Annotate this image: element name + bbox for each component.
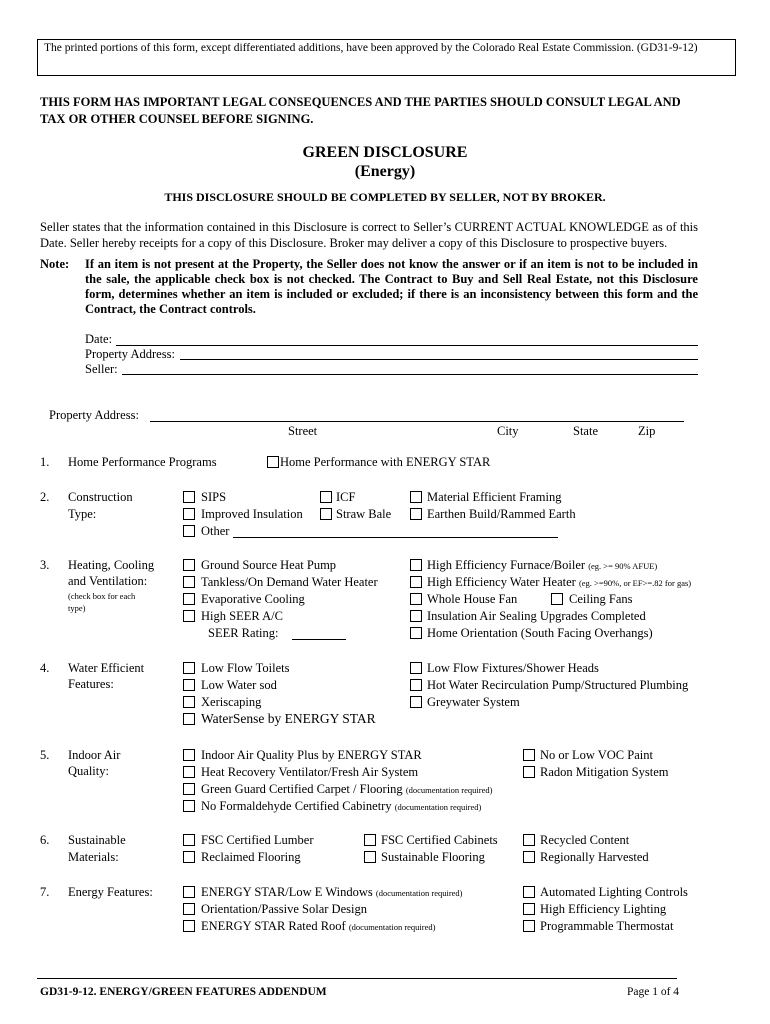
checkbox-low-flow-fixtures[interactable] xyxy=(410,662,422,674)
section-label: Sustainable xyxy=(68,833,126,847)
formaldehyde-note: (documentation required) xyxy=(394,802,482,812)
option-label xyxy=(427,575,691,590)
roof-note: (documentation required) xyxy=(348,922,436,932)
section-label: Type: xyxy=(68,507,97,521)
checkbox-efficient-water-heater[interactable] xyxy=(410,576,422,588)
checkbox-heat-recovery[interactable] xyxy=(183,766,195,778)
furnace-label: High Efficiency Furnace/Boiler xyxy=(427,558,586,572)
option-label: Insulation Air Sealing Upgrades Completed xyxy=(427,609,646,623)
option-label: Straw Bale xyxy=(336,507,392,521)
option-label xyxy=(427,558,657,573)
address-block-label: Property Address: xyxy=(49,408,139,422)
checkbox-regionally-harvested[interactable] xyxy=(523,851,535,863)
section-number: 4. xyxy=(40,661,50,675)
checkbox-xeriscaping[interactable] xyxy=(183,696,195,708)
option-label: Xeriscaping xyxy=(201,695,262,709)
section-label: Construction xyxy=(68,490,133,504)
page-subtitle: (Energy) xyxy=(354,163,416,180)
seller-statement: Seller states that the information contained in this Disclosure is correct to Seller’s CURRENT ACTUAL KNOWLEDGE as of this Date. Seller hereby receipts for a copy of this Disclosure. Broker may deliver a copy of this Disclosure to prospective buyers. xyxy=(40,220,698,250)
carpet-note: (documentation required) xyxy=(405,785,493,795)
option-label: WaterSense by ENERGY STAR xyxy=(201,711,376,726)
section-label: Water Efficient xyxy=(68,661,145,675)
approval-note: The printed portions of this form, except differentiated additions, have been approved by the Colorado Real Estate Commission. (GD31-9-12) xyxy=(44,42,698,54)
option-label xyxy=(201,885,463,900)
checkbox-low-e-windows[interactable] xyxy=(183,886,195,898)
checkbox-high-seer[interactable] xyxy=(183,610,195,622)
section-hint: type) xyxy=(68,603,86,613)
checkbox-low-water-sod[interactable] xyxy=(183,679,195,691)
furnace-note: (eg. >= 90% AFUE) xyxy=(588,561,658,571)
seller-label: Seller: xyxy=(85,362,118,376)
option-label: No or Low VOC Paint xyxy=(540,748,653,762)
checkbox-improved-insulation[interactable] xyxy=(183,508,195,520)
windows-note: (documentation required) xyxy=(375,888,463,898)
checkbox-sips[interactable] xyxy=(183,491,195,503)
checkbox-home-orientation[interactable] xyxy=(410,627,422,639)
checkbox-recycled-content[interactable] xyxy=(523,834,535,846)
checkbox-low-voc[interactable] xyxy=(523,749,535,761)
section-label: Energy Features: xyxy=(68,885,153,899)
option-label: Greywater System xyxy=(427,695,520,709)
checkbox-sustainable-flooring[interactable] xyxy=(364,851,376,863)
option-label: Home Orientation (South Facing Overhangs) xyxy=(427,626,653,640)
option-label: Regionally Harvested xyxy=(540,850,649,864)
checkbox-indoor-air-plus[interactable] xyxy=(183,749,195,761)
section-hint: (check box for each xyxy=(68,591,136,601)
checkbox-radon[interactable] xyxy=(523,766,535,778)
option-label xyxy=(201,919,435,934)
checkbox-passive-solar[interactable] xyxy=(183,903,195,915)
water-heater-label: High Efficiency Water Heater xyxy=(427,575,576,589)
checkbox-icf[interactable] xyxy=(320,491,332,503)
option-label: Heat Recovery Ventilator/Fresh Air System xyxy=(201,765,419,779)
state-caption: State xyxy=(573,424,598,438)
date-field[interactable] xyxy=(116,345,698,346)
option-label: Low Water sod xyxy=(201,678,277,692)
note-text: If an item is not present at the Property, the Seller does not know the answer or if an item is not to be included in the sale, the applicable check box is not checked. The Contract to Buy and Sell Real Estate, not this Disclosure form, determines whether an item is included or excluded; if there is an inconsistency between this form and the Contract, the Contract controls. xyxy=(85,257,698,316)
checkbox-hot-water-recirc[interactable] xyxy=(410,679,422,691)
formaldehyde-label: No Formaldehyde Certified Cabinetry xyxy=(201,799,392,813)
property-address-label: Property Address: xyxy=(85,347,175,361)
checkbox-other[interactable] xyxy=(183,525,195,537)
seller-field[interactable] xyxy=(122,374,698,375)
option-label: Recycled Content xyxy=(540,833,630,847)
checkbox-efficient-furnace[interactable] xyxy=(410,559,422,571)
option-label xyxy=(201,782,492,797)
option-label: High Efficiency Lighting xyxy=(540,902,667,916)
other-field[interactable] xyxy=(233,537,558,538)
checkbox-lighting-controls[interactable] xyxy=(523,886,535,898)
option-label: Automated Lighting Controls xyxy=(540,885,688,899)
checkbox-watersense[interactable] xyxy=(183,713,195,725)
checkbox-low-flow-toilets[interactable] xyxy=(183,662,195,674)
section-label: Home Performance Programs xyxy=(68,455,217,469)
option-label: Whole House Fan xyxy=(427,592,518,606)
seer-rating-label: SEER Rating: xyxy=(208,626,279,640)
checkbox-efficient-lighting[interactable] xyxy=(523,903,535,915)
section-number: 5. xyxy=(40,748,50,762)
zip-caption: Zip xyxy=(638,424,656,438)
street-caption: Street xyxy=(288,424,318,438)
option-label: Sustainable Flooring xyxy=(381,850,485,864)
date-label: Date: xyxy=(85,332,113,346)
checkbox-tankless[interactable] xyxy=(183,576,195,588)
windows-label: ENERGY STAR/Low E Windows xyxy=(201,885,373,899)
option-label: Low Flow Fixtures/Shower Heads xyxy=(427,661,599,675)
option-label: Material Efficient Framing xyxy=(427,490,562,504)
note-label: Note: xyxy=(40,257,70,271)
checkbox-rated-roof[interactable] xyxy=(183,920,195,932)
option-label: ICF xyxy=(336,490,356,504)
checkbox-programmable-thermostat[interactable] xyxy=(523,920,535,932)
section-label: Materials: xyxy=(68,850,119,864)
checkbox-green-guard[interactable] xyxy=(183,783,195,795)
property-address-field[interactable] xyxy=(180,359,698,360)
checkbox-earthen-build[interactable] xyxy=(410,508,422,520)
option-label: Indoor Air Quality Plus by ENERGY STAR xyxy=(201,748,422,762)
option-label: Ground Source Heat Pump xyxy=(201,558,337,572)
footer-form-id: GD31-9-12. ENERGY/GREEN FEATURES ADDENDUM xyxy=(40,986,327,998)
option-label xyxy=(201,799,481,814)
checkbox-fsc-lumber[interactable] xyxy=(183,834,195,846)
option-label: Low Flow Toilets xyxy=(201,661,290,675)
option-label: Ceiling Fans xyxy=(569,592,633,606)
footer-page-number: Page 1 of 4 xyxy=(627,986,680,998)
address-block-field[interactable] xyxy=(150,421,684,422)
option-label: Home Performance with ENERGY STAR xyxy=(280,455,491,469)
checkbox-reclaimed-flooring[interactable] xyxy=(183,851,195,863)
checkbox-home-performance[interactable] xyxy=(267,456,279,468)
checkbox-whole-house-fan[interactable] xyxy=(410,593,422,605)
checkbox-greywater[interactable] xyxy=(410,696,422,708)
section-label: Indoor Air xyxy=(68,748,121,762)
footer-divider xyxy=(37,978,677,979)
checkbox-evaporative[interactable] xyxy=(183,593,195,605)
section-label: Heating, Cooling xyxy=(68,558,155,572)
checkbox-ground-source[interactable] xyxy=(183,559,195,571)
option-label: Radon Mitigation System xyxy=(540,765,669,779)
option-label: Earthen Build/Rammed Earth xyxy=(427,507,576,521)
option-label: Orientation/Passive Solar Design xyxy=(201,902,367,916)
legal-warning: THIS FORM HAS IMPORTANT LEGAL CONSEQUENCES AND THE PARTIES SHOULD CONSULT LEGAL AND TAX OR OTHER COUNSEL BEFORE SIGNING. xyxy=(40,95,681,126)
option-label: FSC Certified Cabinets xyxy=(381,833,498,847)
water-heater-note: (eg. >=90%, or EF>=.82 for gas) xyxy=(578,578,692,588)
section-number: 1. xyxy=(40,455,50,469)
option-label: Reclaimed Flooring xyxy=(201,850,301,864)
completion-note: THIS DISCLOSURE SHOULD BE COMPLETED BY SELLER, NOT BY BROKER. xyxy=(164,190,606,204)
option-label: Hot Water Recirculation Pump/Structured Plumbing xyxy=(427,678,689,692)
option-label: Other xyxy=(201,524,230,538)
checkbox-air-sealing[interactable] xyxy=(410,610,422,622)
checkbox-straw-bale[interactable] xyxy=(320,508,332,520)
section-label: Features: xyxy=(68,677,114,691)
seer-rating-field[interactable] xyxy=(292,639,346,640)
carpet-label: Green Guard Certified Carpet / Flooring xyxy=(201,782,403,796)
section-number: 7. xyxy=(40,885,50,899)
section-number: 6. xyxy=(40,833,50,847)
section-number: 2. xyxy=(40,490,50,504)
option-label: Evaporative Cooling xyxy=(201,592,305,606)
checkbox-fsc-cabinets[interactable] xyxy=(364,834,376,846)
city-caption: City xyxy=(497,424,519,438)
section-label: Quality: xyxy=(68,764,109,778)
option-label: FSC Certified Lumber xyxy=(201,833,314,847)
section-number: 3. xyxy=(40,558,50,572)
section-label: and Ventilation: xyxy=(68,574,148,588)
roof-label: ENERGY STAR Rated Roof xyxy=(201,919,346,933)
checkbox-no-formaldehyde[interactable] xyxy=(183,800,195,812)
checkbox-material-efficient-framing[interactable] xyxy=(410,491,422,503)
option-label: Improved Insulation xyxy=(201,507,303,521)
option-label: Programmable Thermostat xyxy=(540,919,674,933)
option-label: High SEER A/C xyxy=(201,609,283,623)
option-label: SIPS xyxy=(201,490,227,504)
option-label: Tankless/On Demand Water Heater xyxy=(201,575,378,589)
page-title: GREEN DISCLOSURE xyxy=(302,144,468,161)
checkbox-ceiling-fans[interactable] xyxy=(551,593,563,605)
